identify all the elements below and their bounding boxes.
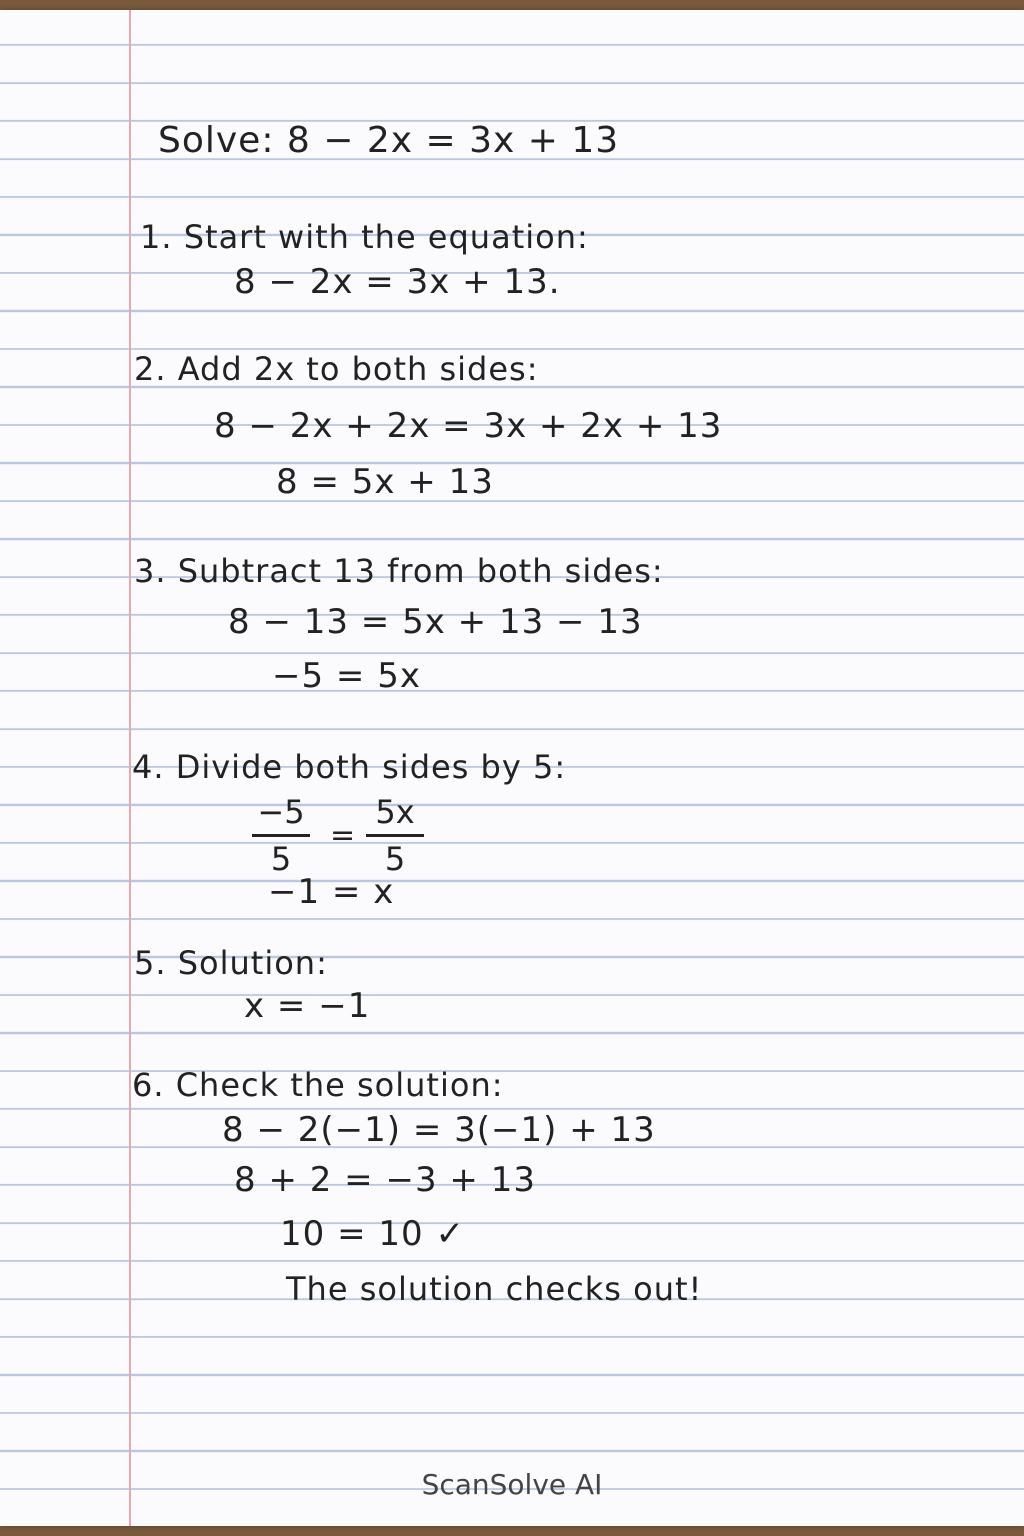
- brand-footer: ScanSolve AI: [421, 1468, 603, 1501]
- step-2-heading: 2. Add 2x to both sides:: [134, 350, 539, 388]
- step-4-heading: 4. Divide both sides by 5:: [132, 748, 567, 786]
- step-3-line-1: 8 − 13 = 5x + 13 − 13: [228, 602, 643, 642]
- step-5-heading: 5. Solution:: [134, 944, 328, 982]
- problem-statement: Solve: 8 − 2x = 3x + 13: [158, 120, 620, 161]
- step-3-line-2: −5 = 5x: [272, 656, 421, 696]
- step-6-heading: 6. Check the solution:: [132, 1066, 504, 1104]
- step-3-heading: 3. Subtract 13 from both sides:: [134, 552, 664, 590]
- step-6-line-3: 10 = 10 ✓: [280, 1214, 465, 1254]
- fraction-left-denominator: 5: [270, 840, 292, 878]
- fraction-right: [360, 792, 430, 879]
- step-2-line-2: 8 = 5x + 13: [276, 462, 494, 502]
- margin-line: [129, 10, 131, 1526]
- step-6-line-2: 8 + 2 = −3 + 13: [234, 1160, 536, 1200]
- step-6-conclusion: The solution checks out!: [286, 1270, 703, 1308]
- fraction-right-denominator: 5: [384, 840, 406, 878]
- fraction-left-numerator: −5: [257, 793, 305, 831]
- fraction-left-bar: [252, 834, 310, 837]
- step-2-line-1: 8 − 2x + 2x = 3x + 2x + 13: [214, 406, 723, 446]
- fraction-equals: =: [330, 818, 357, 853]
- fraction-right-bar: [366, 834, 424, 837]
- step-1-heading: 1. Start with the equation:: [140, 218, 589, 256]
- step-1-line-1: 8 − 2x = 3x + 13.: [234, 262, 561, 302]
- step-4-line-1: −1 = x: [268, 872, 395, 912]
- fraction-right-numerator: 5x: [375, 793, 415, 831]
- fraction-left: [246, 792, 316, 879]
- step-5-line-1: x = −1: [244, 986, 371, 1026]
- notebook-page: [0, 10, 1024, 1526]
- step-6-line-1: 8 − 2(−1) = 3(−1) + 13: [222, 1110, 656, 1150]
